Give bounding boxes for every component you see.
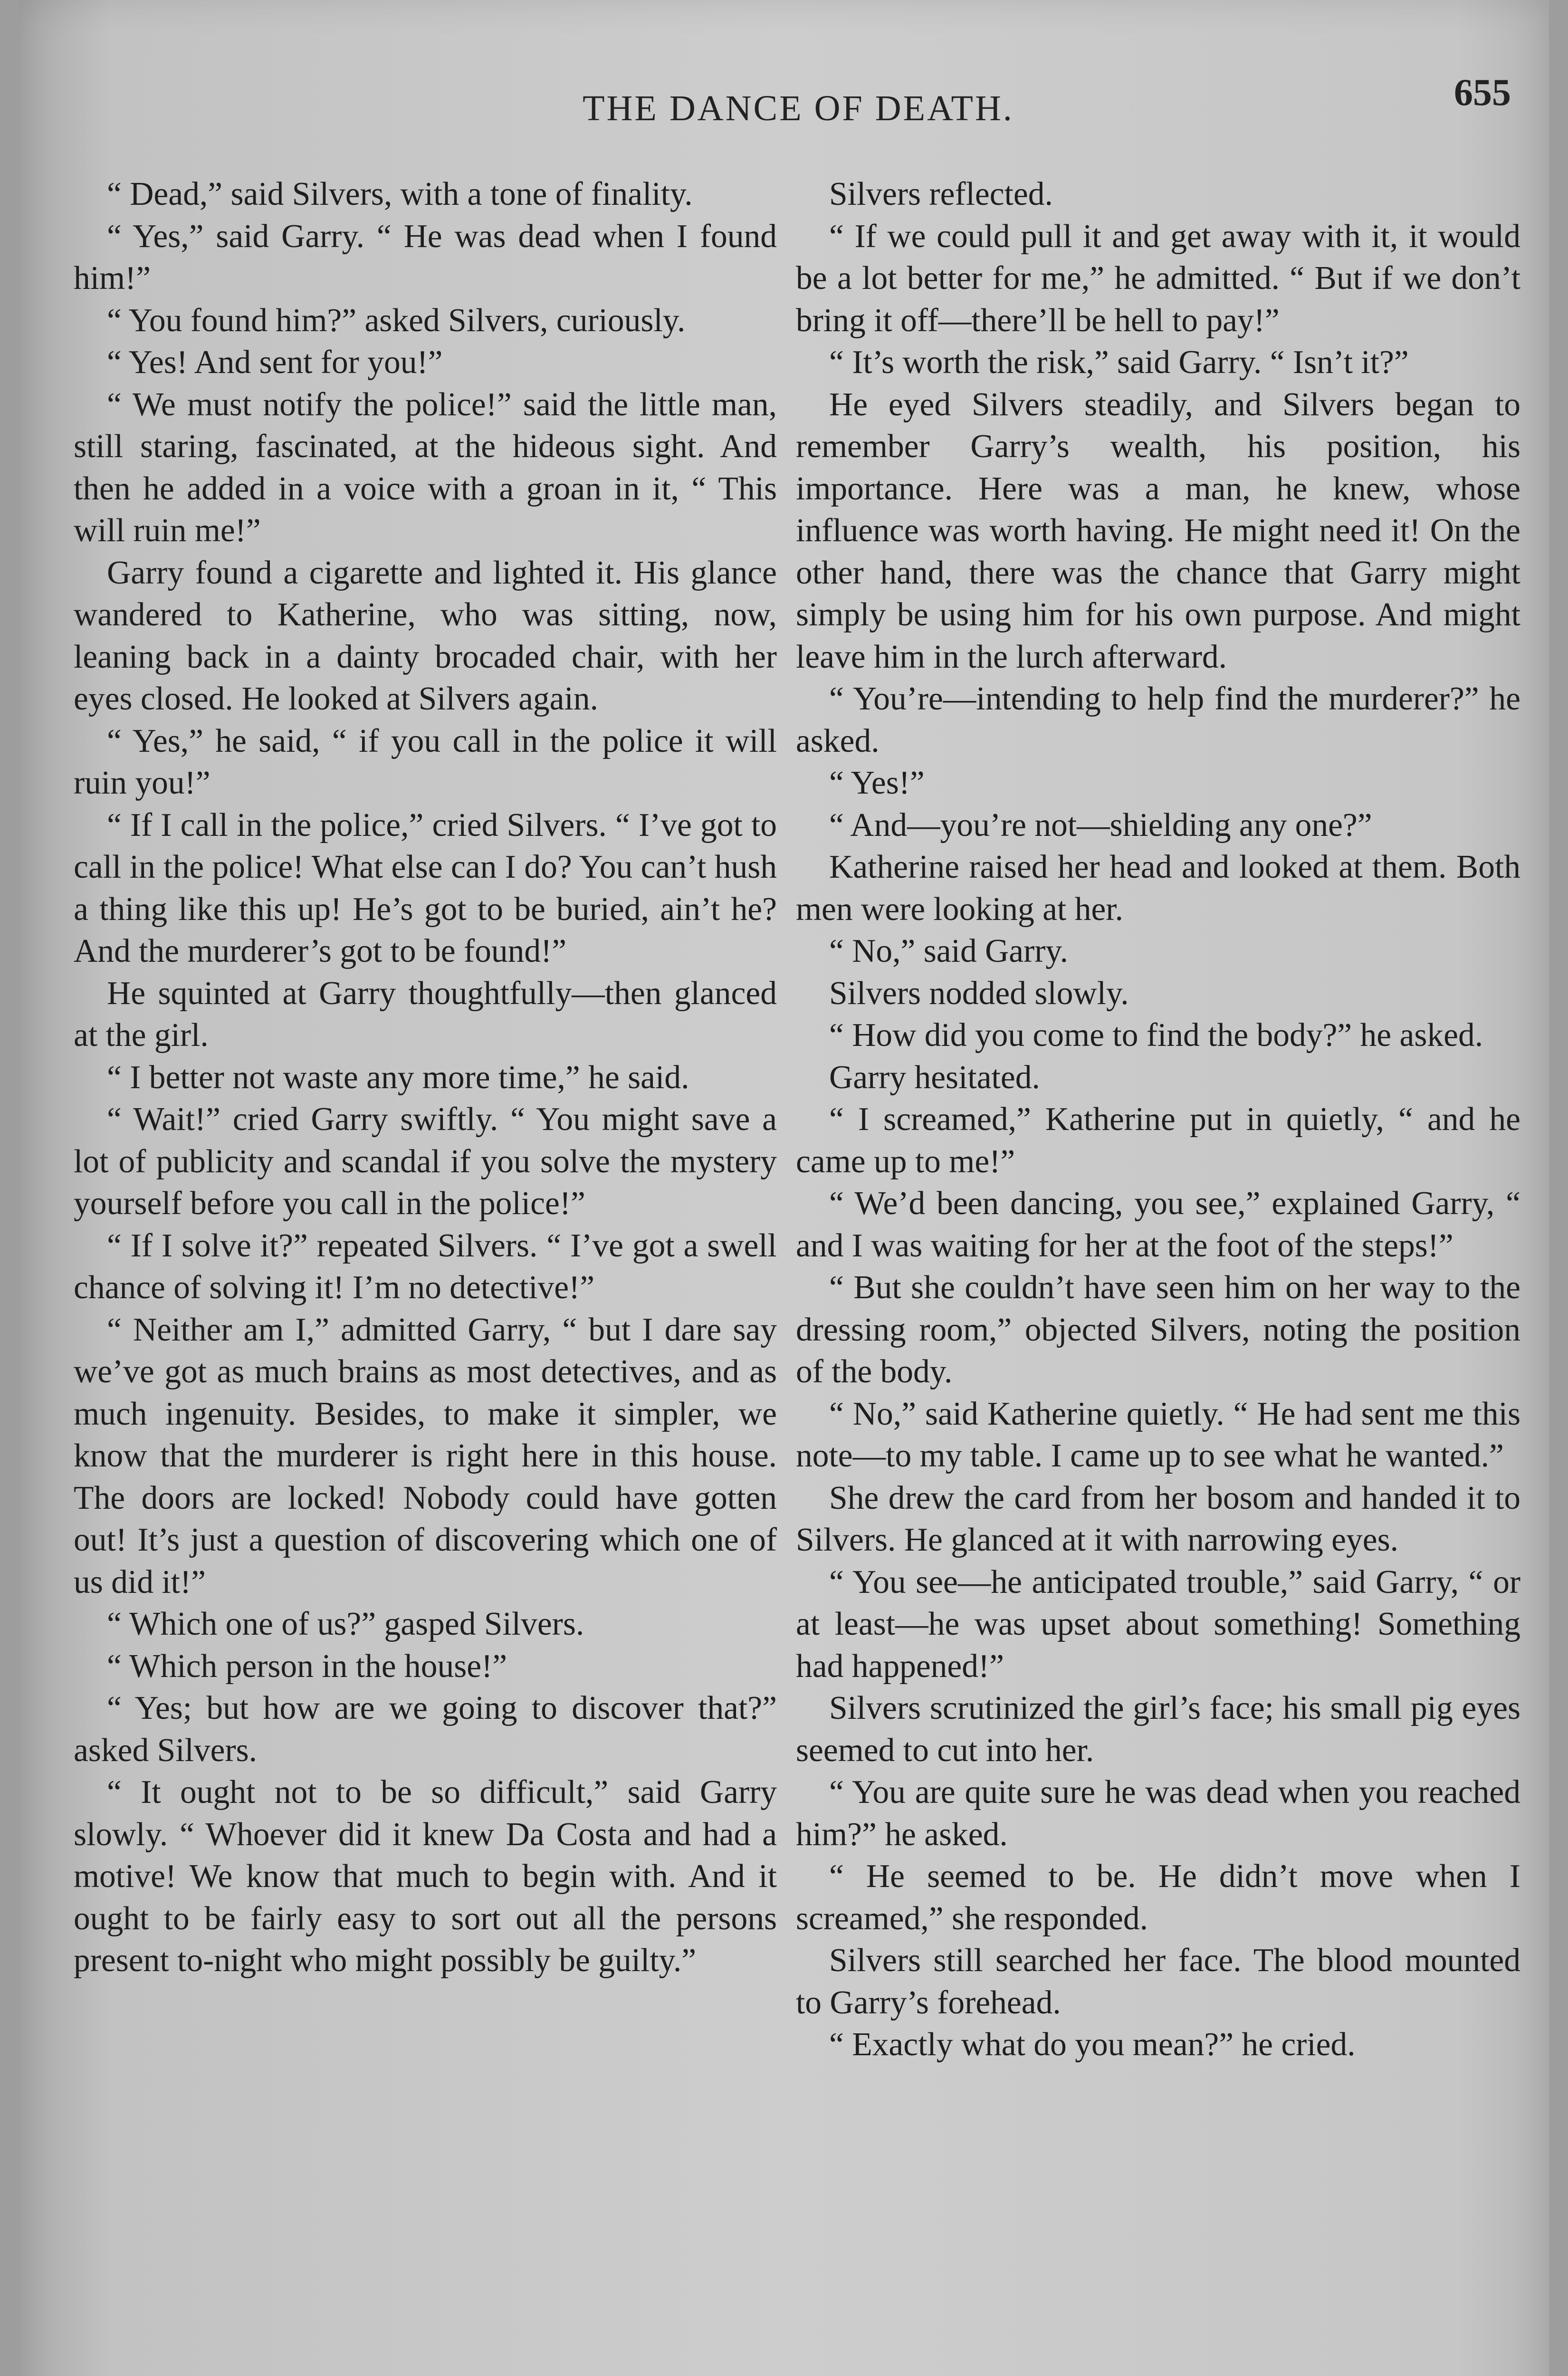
paragraph: “ Which person in the house!”: [107, 1648, 507, 1685]
paragraph: “ I screamed,” Katherine put in quietly, “ and he came up to me!”: [796, 1101, 1520, 1180]
paragraph: “ You’re—intending to help find the murderer?” he asked.: [796, 680, 1520, 759]
paragraph: “ Yes,” said Garry. “ He was dead when I found him!”: [74, 218, 777, 297]
right-column: [796, 173, 1520, 2066]
paragraph: He eyed Silvers steadily, and Silvers began to remember Garry’s wealth, his position, his importance. Here was a man, he knew, whose influence was worth having. He might need it! On the other hand, there was the chance that Garry might simply be using him for his own purpose. And might leave him in the lurch afterward.: [796, 386, 1520, 675]
paragraph: “ We must notify the police!” said the little man, still staring, fascinated, at the hideous sight. And then he added in a voice with a groan in it, “ This will ruin me!”: [74, 386, 777, 549]
paragraph: “ Which one of us?” gasped Silvers.: [107, 1606, 584, 1642]
paragraph: “ It’s worth the risk,” said Garry. “ Isn’t it?”: [829, 344, 1409, 381]
paragraph: “ Exactly what do you mean?” he cried.: [829, 2026, 1356, 2063]
left-column: [74, 173, 777, 1982]
paragraph: “ Wait!” cried Garry swiftly. “ You might save a lot of publicity and scandal if you solve the mystery yourself before you call in the police!”: [74, 1101, 777, 1222]
paragraph: Katherine raised her head and looked at them. Both men were looking at her.: [796, 849, 1520, 928]
paragraph: Garry hesitated.: [829, 1059, 1040, 1096]
paragraph: She drew the card from her bosom and handed it to Silvers. He glanced at it with narrowing eyes.: [796, 1479, 1520, 1558]
paragraph: “ No,” said Garry.: [829, 933, 1069, 969]
paragraph: “ It ought not to be so difficult,” said Garry slowly. “ Whoever did it knew Da Costa and had a motive! We know that much to begin with. And it ought to be fairly easy to sort out all the persons present to-night who might possibly be guilty.”: [74, 1774, 777, 1979]
paragraph: “ And—you’re not—shielding any one?”: [829, 806, 1372, 843]
paragraph: He squinted at Garry thoughtfully—then glanced at the girl.: [74, 975, 777, 1054]
paragraph: “ Yes! And sent for you!”: [107, 344, 443, 381]
paragraph: “ No,” said Katherine quietly. “ He had sent me this note—to my table. I came up to see what he wanted.”: [796, 1395, 1520, 1474]
paragraph: “ We’d been dancing, you see,” explained Garry, “ and I was waiting for her at the foot of the steps!”: [796, 1185, 1520, 1264]
paragraph: Silvers scrutinized the girl’s face; his small pig eyes seemed to cut into her.: [796, 1690, 1520, 1769]
paragraph: “ You see—he anticipated trouble,” said Garry, “ or at least—he was upset about something! Something had happened!”: [796, 1563, 1520, 1685]
paragraph: Silvers still searched her face. The blood mounted to Garry’s forehead.: [796, 1942, 1520, 2021]
paragraph: “ Yes; but how are we going to discover that?” asked Silvers.: [74, 1690, 777, 1769]
book-page: [19, 0, 1549, 2376]
running-head: THE DANCE OF DEATH.: [583, 88, 1014, 128]
paragraph: “ How did you come to find the body?” he asked.: [829, 1017, 1483, 1054]
paragraph: “ If we could pull it and get away with it, it would be a lot better for me,” he admitted. “ But if we don’t bring it off—there’ll be hell to pay!”: [796, 218, 1520, 339]
paragraph: “ You are quite sure he was dead when you reached him?” he asked.: [796, 1774, 1520, 1853]
paragraph: Garry found a cigarette and lighted it. His glance wandered to Katherine, who was sitting, now, leaning back in a dainty brocaded chair, with her eyes closed. He looked at Silvers again.: [74, 554, 777, 717]
paragraph: “ He seemed to be. He didn’t move when I screamed,” she responded.: [796, 1858, 1520, 1937]
paragraph: Silvers nodded slowly.: [829, 975, 1129, 1012]
paragraph: “ I better not waste any more time,” he said.: [107, 1059, 689, 1096]
paragraph: “ If I solve it?” repeated Silvers. “ I’ve got a swell chance of solving it! I’m no detective!”: [74, 1227, 777, 1306]
paragraph: “ If I call in the police,” cried Silvers. “ I’ve got to call in the police! What else can I do? You can’t hush a thing like this up! He’s got to be buried, ain’t he? And the murderer’s got to be found!”: [74, 806, 777, 969]
paragraph: “ But she couldn’t have seen him on her way to the dressing room,” objected Silvers, noting the position of the body.: [796, 1269, 1520, 1390]
paragraph: “ Neither am I,” admitted Garry, “ but I dare say we’ve got as much brains as most detectives, and as much ingenuity. Besides, to make it simpler, we know that the murderer is right here in this house. The doors are locked! Nobody could have gotten out! It’s just a question of discovering which one of us did it!”: [74, 1311, 777, 1600]
paragraph: “ Yes,” he said, “ if you call in the police it will ruin you!”: [74, 722, 777, 801]
paragraph: “ Yes!”: [829, 765, 925, 801]
paragraph: Silvers reflected.: [829, 176, 1053, 212]
page-number: 655: [1454, 72, 1511, 114]
paragraph: “ You found him?” asked Silvers, curiously.: [107, 302, 686, 339]
paragraph: “ Dead,” said Silvers, with a tone of finality.: [107, 176, 693, 212]
